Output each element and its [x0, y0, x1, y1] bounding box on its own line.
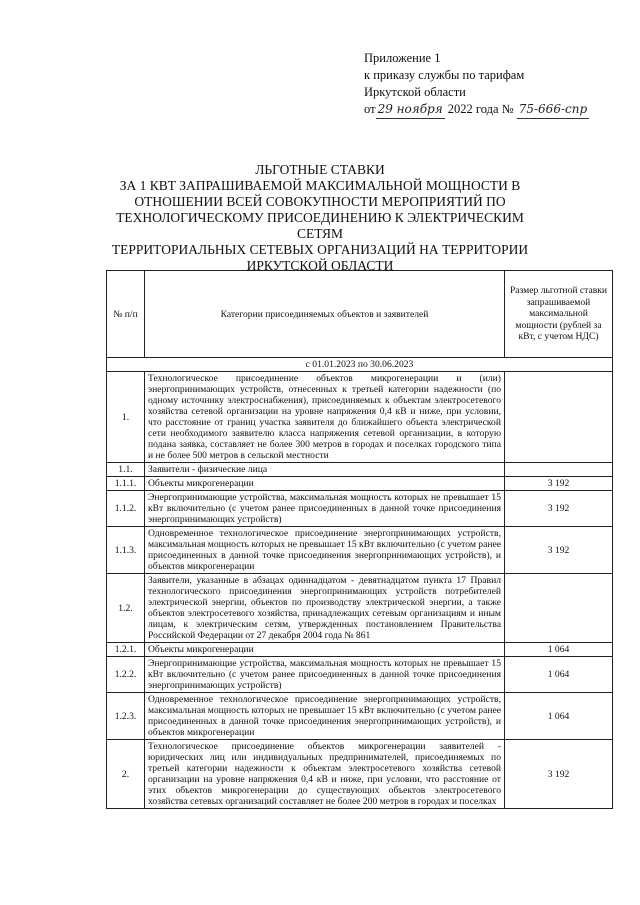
- header-num: № п/п: [107, 271, 145, 358]
- row-rate-value: [505, 463, 613, 477]
- row-number: 1.1.: [107, 463, 145, 477]
- row-number: 1.1.1.: [107, 477, 145, 491]
- row-number: 1.2.1.: [107, 643, 145, 657]
- row-number: 1.1.3.: [107, 527, 145, 574]
- row-rate-value: 1 064: [505, 657, 613, 693]
- row-rate-value: [505, 372, 613, 463]
- title-line-3: ОТНОШЕНИИ ВСЕЙ СОВОКУПНОСТИ МЕРОПРИЯТИЙ ПО: [134, 194, 506, 209]
- row-category: Технологическое присоединение объектов микрогенерации заявителей - юридических лиц или индивидуальных предпринимателей, присоединяемых по третьей категории надежности к объектам электросетевого хозяйства сетевой организации на уровне напряжения 0,4 кВ и ниже, при условии, что расстояние от этих объектов микрогенерации до существующих объектов электросетевого хозяйства сетевых организаций составляет не более 200 метров в городах и поселках: [145, 740, 505, 809]
- table-header-row: [107, 271, 613, 358]
- appendix-date-line: [364, 101, 589, 119]
- title-line-6: ИРКУТСКОЙ ОБЛАСТИ: [246, 258, 394, 273]
- period-cell: с 01.01.2023 по 30.06.2023: [107, 358, 613, 372]
- appendix-block: [364, 50, 589, 119]
- row-rate-value: 3 192: [505, 740, 613, 809]
- table-row: [107, 643, 613, 657]
- header-category: Категории присоединяемых объектов и заявителей: [145, 271, 505, 358]
- table-row: [107, 657, 613, 693]
- row-rate-value: 3 192: [505, 477, 613, 491]
- header-rate: Размер льготной ставки запрашиваемой максимальной мощности (рублей за кВт, с учетом НДС): [505, 271, 613, 358]
- row-number: 1.1.2.: [107, 491, 145, 527]
- title-line-1: ЛЬГОТНЫЕ СТАВКИ: [255, 162, 385, 177]
- table-row: [107, 491, 613, 527]
- appendix-line-3: Иркутской области: [364, 85, 466, 99]
- row-category: Объекты микрогенерации: [145, 643, 505, 657]
- row-rate-value: [505, 574, 613, 643]
- handwritten-date: 29 ноября: [376, 101, 445, 119]
- table-row: [107, 372, 613, 463]
- row-category: Энергопринимающие устройства, максимальная мощность которых не превышает 15 кВт включительно (с учетом ранее присоединенных в данной точке присоединения энергопринимающих устройств): [145, 491, 505, 527]
- row-category: Энергопринимающие устройства, максимальная мощность которых не превышает 15 кВт включительно (с учетом ранее присоединенных в данной точке присоединения энергопринимающих устройств): [145, 657, 505, 693]
- row-number: 1.: [107, 372, 145, 463]
- title-line-4: ТЕХНОЛОГИЧЕСКОМУ ПРИСОЕДИНЕНИЮ К ЭЛЕКТРИЧЕСКИМ СЕТЯМ: [116, 210, 524, 241]
- period-row: [107, 358, 613, 372]
- row-number: 1.2.3.: [107, 693, 145, 740]
- date-middle: 2022 года №: [447, 102, 514, 116]
- row-category: Одновременное технологическое присоединение энергопринимающих устройств, максимальная мощность которых не превышает 15 кВт включительно (с учетом ранее присоединенных в данной точке присоединения энергопринимающих устройств), и объектов микрогенерации: [145, 693, 505, 740]
- row-rate-value: 3 192: [505, 527, 613, 574]
- table-row: [107, 527, 613, 574]
- row-number: 1.2.2.: [107, 657, 145, 693]
- row-number: 2.: [107, 740, 145, 809]
- row-number: 1.2.: [107, 574, 145, 643]
- title-line-2: ЗА 1 КВТ ЗАПРАШИВАЕМОЙ МАКСИМАЛЬНОЙ МОЩНОСТИ В: [119, 178, 521, 193]
- appendix-line-2: к приказу службы по тарифам: [364, 68, 525, 82]
- row-category: Заявители, указанные в абзацах одиннадцатом - девятнадцатом пункта 17 Правил технологического присоединения энергопринимающих устройств потребителей электрической энергии, объектов по производству электрической энергии, а также объектов электросетевого хозяйства, принадлежащих сетевым организациям и иным лицам, к электрическим сетям, утвержденных постановлением Правительства Российской Федерации от 27 декабря 2004 года № 861: [145, 574, 505, 643]
- table-row: [107, 463, 613, 477]
- table-row: [107, 693, 613, 740]
- rates-table: [106, 270, 613, 809]
- date-prefix: от: [364, 102, 376, 116]
- appendix-line-1: Приложение 1: [364, 51, 441, 65]
- handwritten-number: 75-666-спр: [517, 101, 589, 119]
- document-title: [100, 162, 540, 274]
- row-rate-value: 3 192: [505, 491, 613, 527]
- table-row: [107, 574, 613, 643]
- row-category: Объекты микрогенерации: [145, 477, 505, 491]
- row-category: Заявители - физические лица: [145, 463, 505, 477]
- row-category: Технологическое присоединение объектов микрогенерации и (или) энергопринимающих устройств, отнесенных к третьей категории надежности (по одному источнику электроснабжения), присоединяемых к объектам электросетевого хозяйства сетевой организации на уровне напряжения 0,4 кВ и ниже, при условии, что расстояние от границ участка заявителя до ближайшего объекта электрической сети необходимого заявителю класса напряжения сетевой организации, в которую подана заявка, составляет не более 300 метров в городах и поселках городского типа и не более 500 метров в сельской местности: [145, 372, 505, 463]
- row-category: Одновременное технологическое присоединение энергопринимающих устройств, максимальная мощность которых не превышает 15 кВт включительно (с учетом ранее присоединенных в данной точке присоединения энергопринимающих устройств), и объектов микрогенерации: [145, 527, 505, 574]
- title-line-5: ТЕРРИТОРИАЛЬНЫХ СЕТЕВЫХ ОРГАНИЗАЦИЙ НА ТЕРРИТОРИИ: [111, 242, 529, 257]
- row-rate-value: 1 064: [505, 693, 613, 740]
- table-row: [107, 740, 613, 809]
- table-row: [107, 477, 613, 491]
- row-rate-value: 1 064: [505, 643, 613, 657]
